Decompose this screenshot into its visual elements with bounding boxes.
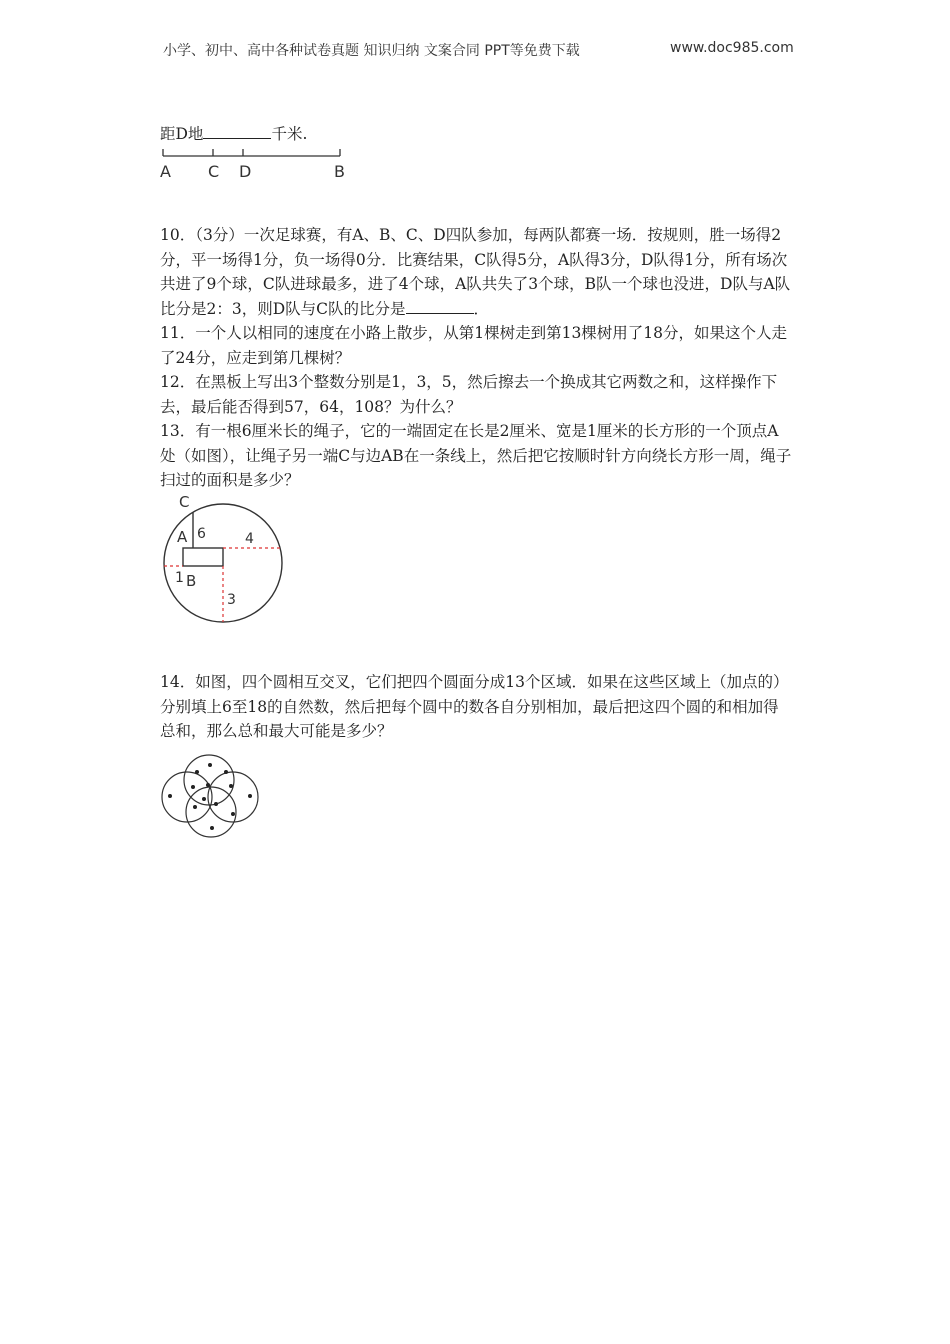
circle-top — [184, 755, 234, 805]
header-text: 小学、初中、高中各种试卷真题 知识归纳 文案合同 PPT等免费下载 — [163, 43, 580, 59]
label-a: A — [160, 162, 171, 181]
question-11: 11．一个人以相同的速度在小路上散步，从第1棵树走到第13棵树用了18分，如果这个人走了24分，应走到第几棵树？ — [160, 324, 788, 367]
page-header — [163, 40, 803, 60]
region-dot — [224, 770, 228, 774]
label-c: C — [179, 493, 190, 511]
label-c: C — [208, 162, 220, 181]
q10-end: ． — [473, 299, 490, 318]
rectangle — [183, 548, 223, 566]
region-dot — [214, 802, 218, 806]
label-4: 4 — [245, 531, 254, 547]
question-14: 14．如图，四个圆相互交叉，它们把四个圆面分成13个区域．如果在这些区域上（加点的）分别填上6至18的自然数，然后把每个圆中的数各自分别相加，最后把这四个圆的和相加得总和，那么总和最大可能是多少？ — [160, 673, 789, 740]
rope-rectangle-figure — [155, 490, 290, 630]
q10-text: 10．（3分）一次足球赛，有A、B、C、D四队参加，每两队都赛一场．按规则，胜一场得2分，平一场得1分，负一场得0分．比赛结果，C队得5分，A队得3分，D队得1分，所有场次共进了9个球，C队进球最多，进了4个球，A队共失了3个球，B队一个球也没进，D队与A队比分是2：3，则D队与C队的比分是 — [160, 226, 791, 318]
answer-blank — [203, 124, 271, 139]
label-6: 6 — [197, 526, 206, 542]
label-3: 3 — [227, 592, 236, 608]
q9-suffix: 千米. — [271, 125, 308, 143]
region-dot — [195, 770, 199, 774]
label-b: B — [186, 572, 197, 590]
q9-prefix: 距D地 — [160, 125, 204, 143]
region-dot — [168, 794, 172, 798]
label-1: 1 — [175, 570, 184, 586]
region-dot — [210, 826, 214, 830]
q9-tail — [160, 122, 792, 147]
region-dot — [202, 797, 206, 801]
question-12: 12．在黑板上写出3个整数分别是1，3，5，然后擦去一个换成其它两数之和，这样操作下去，最后能否得到57，64，108？为什么？ — [160, 373, 778, 416]
line-segment-figure — [155, 144, 355, 184]
label-a: A — [177, 528, 188, 546]
question-13: 13．有一根6厘米长的绳子，它的一端固定在长是2厘米、宽是1厘米的长方形的一个顶点A处（如图），让绳子另一端C与边AB在一条线上，然后把它按顺时针方向绕长方形一周，绳子扫过的面积是多少？ — [160, 422, 792, 489]
region-dot — [191, 785, 195, 789]
question-10 — [160, 223, 792, 321]
region-dot — [229, 784, 233, 788]
four-circles-figure — [155, 752, 265, 847]
region-dot — [193, 805, 197, 809]
label-d: D — [239, 162, 252, 181]
region-dot — [231, 812, 235, 816]
region-dot — [248, 794, 252, 798]
header-url[interactable]: www.doc985.com — [670, 40, 794, 56]
region-dot — [208, 763, 212, 767]
region-dot — [206, 783, 210, 787]
label-b: B — [334, 162, 345, 181]
answer-blank — [406, 299, 474, 314]
